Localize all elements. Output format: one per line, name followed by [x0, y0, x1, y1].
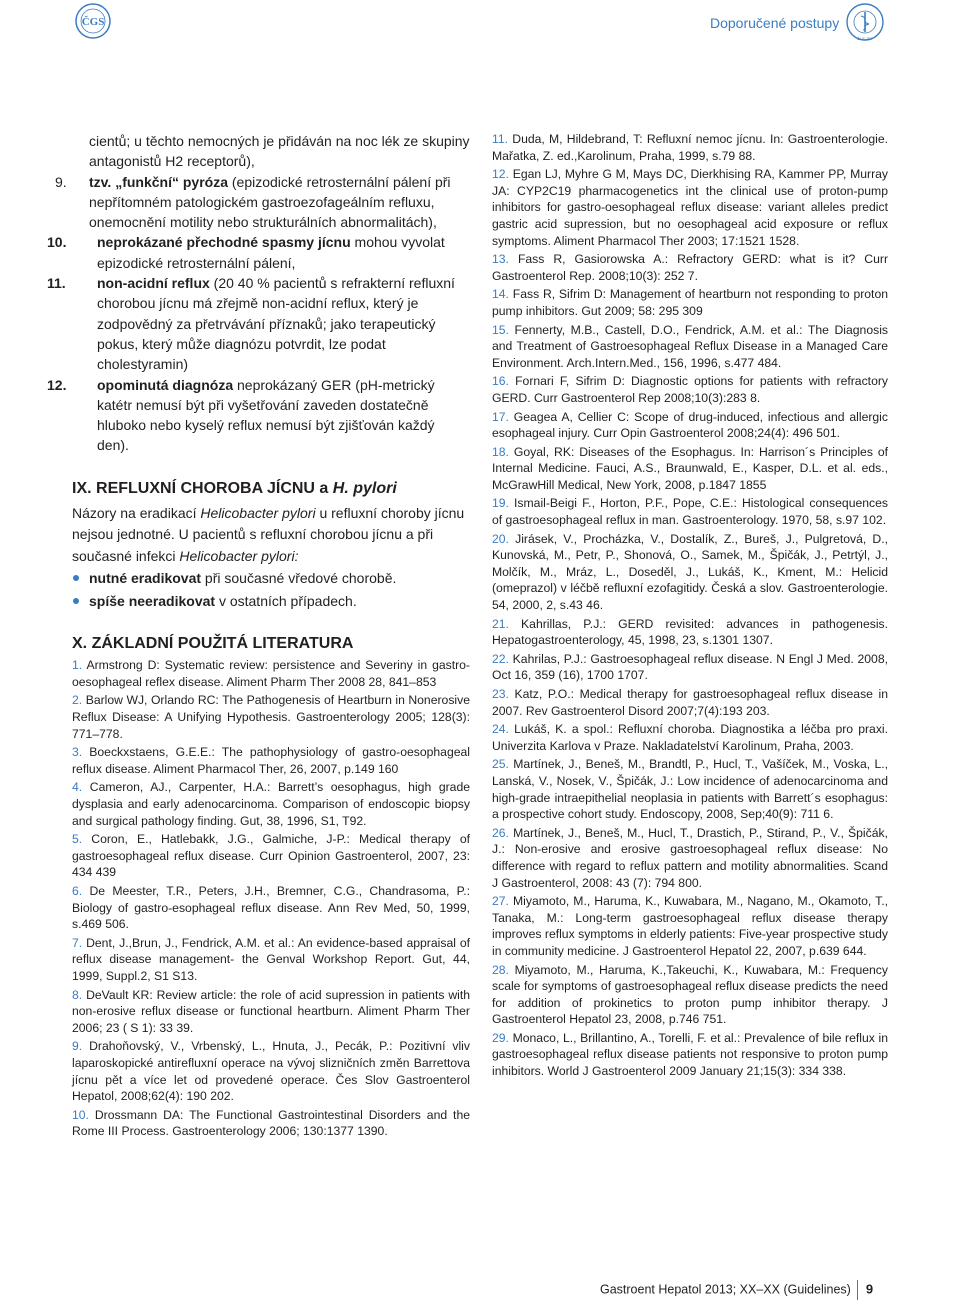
bullet-text: v ostatních případech. [215, 593, 357, 610]
page-footer [600, 1280, 873, 1300]
reference-text: Fass R, Gasiorowska A.: Refractory GERD: what is it? Curr Gastroenterol Rep. 2008;10(3): 252 7. [492, 252, 889, 283]
reference-number: 14. [492, 287, 509, 302]
item-lead: opominutá diagnóza [97, 376, 234, 393]
reference-number: 5. [72, 832, 83, 847]
reference-item [492, 166, 888, 249]
reference-text: Lukáš, K. a spol.: Refluxní choroba. Diagnostika a léčba pro praxi. Univerzita Karlova v Praze. Nakladatelství Karolinum, Praha, 2003. [492, 722, 889, 753]
bullet-item [72, 567, 470, 590]
reference-number: 19. [492, 496, 509, 511]
reference-text: Coron, E., Hatlebakk, J.G., Galmiche, J-P.: Medical therapy of gastroesophageal reflux disease. Curr Opinion Gastroenterol, 2007, 23: 434 439 [72, 832, 470, 880]
reference-text: Kahrilas, P.J.: Gastroesophageal reflux disease. N Engl J Med. 2008, Oct 16, 359 (16), 1700 1707. [492, 651, 888, 683]
reference-number: 6. [72, 883, 83, 898]
reference-number: 26. [492, 825, 509, 840]
reference-item [492, 825, 888, 891]
heading-italic: H. pylori [332, 479, 397, 497]
list-item-continuation [72, 131, 470, 172]
reference-text: Dent, J.,Brun, J., Fendrick, A.M. et al.: An evidence-based appraisal of reflux disease management- the Genval Workshop Report. Gut, 44, 1999, Suppl.2, S1 S13. [72, 935, 471, 983]
list-item-9 [55, 172, 470, 233]
left-column [47, 131, 471, 1142]
reference-item [492, 373, 888, 406]
item-lead: tzv. „funkční“ pyróza [89, 173, 228, 190]
reference-number: 11. [492, 132, 509, 146]
reference-item [492, 131, 888, 164]
reference-text: Barlow WJ, Orlando RC: The Pathogenesis of Heartburn in Nonerosive Reflux Disease: A Unifying Hypothesis. Gastroenterology 2005; 128(3): 771–778. [72, 693, 470, 741]
reference-item [492, 721, 888, 754]
reference-text: Martínek, J., Beneš, M., Hucl, T., Drastich, P., Stirand, P., V., Špičák, J.: Non-erosive and erosive gastroesophageal reflux disease: No difference with regard to reflux pattern and motility abnormalities. Scand J Gastroenterol, 2008: 43 (7): 794 800. [492, 825, 888, 890]
bullet-bold: spíše neeradikovat [89, 593, 216, 610]
reference-item [72, 1038, 470, 1104]
list-item-10 [47, 232, 470, 273]
page-number: 9 [865, 1281, 874, 1297]
reference-number: 8. [72, 987, 83, 1002]
reference-number: 2. [72, 693, 83, 708]
reference-text: DeVault KR: Review article: the role of acid supression in patients with non-erosive reflux disease or functional heartburn. Aliment Pharm Ther 2006; 23 ( S 1): 33 39. [72, 987, 470, 1035]
reference-number: 25. [492, 757, 509, 772]
page-header [0, 0, 960, 45]
heading-text: IX. REFLUXNÍ CHOROBA JÍCNU a [72, 479, 333, 497]
reference-text: Fass R, Sifrim D: Management of heartburn not responding to proton pump inhibitors. Gut 2009; 58: 295 309 [492, 287, 889, 318]
item-text: (20 40 % pacientů s refrakterní refluxní chorobou jícnu má zřejmě non-acidní reflux, který je zodpovědný za přetrvávání příznaků; jako terapeutický pokus, který může diagnózu potvrdit, lze podat cholestyramin) [97, 275, 455, 373]
bullet-dot-icon [73, 598, 79, 604]
reference-list-left [72, 657, 470, 1140]
reference-item [72, 1107, 470, 1140]
item-number: 10. [47, 234, 67, 251]
reference-item [492, 893, 888, 959]
right-column [492, 131, 888, 1082]
reference-number: 12. [492, 167, 509, 182]
cls-jep-logo-icon [843, 2, 887, 42]
list-item-12 [47, 375, 470, 456]
reference-text: Fornari F, Sifrim D: Diagnostic options for patients with refractory GERD. Curr Gastroenterol Rep 2008;10(3):283 8. [492, 374, 888, 405]
section-label: Doporučené postupy [710, 15, 840, 31]
reference-text: Miyamoto, M., Haruma, K.,Takeuchi, K., Kuwabara, M.: Frequency scale for symptoms of gastroesophageal reflux disease predicts the need for addition of prokinetics to proton pump inhibitor therapy. J Gastroenterol Hepatol 23, 2008, p.746 751. [492, 962, 888, 1027]
reference-text: De Meester, T.R., Peters, J.H., Bremner, C.G., Chandrasoma, P.: Biology of gastro-esophageal reflux disease. Ann Rev Med, 50, 1999, s.469 506. [72, 883, 470, 932]
reference-number: 13. [492, 252, 509, 267]
reference-number: 28. [492, 962, 509, 977]
list-item-11 [47, 273, 470, 374]
reference-number: 16. [492, 374, 509, 389]
reference-text: Boeckxstaens, G.E.E.: The pathophysiology of gastro-oesophageal reflux disease. Aliment Pharmacol Ther, 26, 2007, p.149 160 [72, 745, 470, 776]
cgs-logo-text: ČGS [81, 16, 105, 28]
footer-divider [857, 1280, 858, 1300]
reference-item [492, 322, 888, 372]
reference-item [72, 831, 470, 881]
reference-number: 18. [492, 444, 509, 459]
cls-jep-logo-text: ČLS JEP [856, 36, 874, 41]
reference-text: Duda, M, Hildebrand, T: Refluxní nemoc jícnu. In: Gastroenterologie. Mařatka, Z. ed.,Karolinum, Praha, 1999, s.79 88. [492, 132, 888, 163]
item-text: (epizodické retrosternální pálení při nepřítomném patologickém gastroezofageálním refluxu, onemocnění motility nebo strukturálních abnormalitách), [89, 173, 451, 231]
reference-item [72, 935, 470, 985]
reference-number: 3. [72, 745, 83, 760]
reference-item [492, 651, 888, 684]
reference-text: Drahoňovský, V., Vrbenský, L., Hnuta, J., Pecák, P.: Pozitivní vliv laparoskopické antirefluxní operace na vývoj slizničních změn Barrettova jícnu pět a více let od provedené operace. Čes Slov Gastroenterol Hepatol, 2008;62(4): 190 202. [72, 1039, 470, 1104]
reference-item [492, 686, 888, 719]
reference-number: 1. [72, 658, 83, 673]
reference-number: 29. [492, 1030, 509, 1045]
reference-text: Jirásek, V., Procházka, V., Dostalík, Z., Bureš, J., Pulgretová, D., Kunovská, M., Petr, P., Shonová, O., Samek, M., Špičák, J., Petrtýl, J., Molčík, M., Mráz, L., Doseděl, J., Lukáš, K., Kment, M.: Helicid (omeprazol) v léčbě refluxní ezofagitidy. Česká a slov. Gastroenterologie. 54, 2000, 2, s.43 46. [492, 531, 889, 613]
reference-number: 22. [492, 651, 509, 666]
reference-text: Drossmann DA: The Functional Gastrointestinal Disorders and the Rome III Process. Gastroenterology 2006; 130:1377 1390. [72, 1107, 470, 1139]
reference-text: Monaco, L., Brillantino, A., Torelli, F. et al.: Prevalence of bile reflux in gastroesophageal reflux disease patients not responsive to proton pump inhibitors. World J Gastroenterol 2009 January 21;15(3): 334 338. [492, 1030, 888, 1079]
reference-text: Miyamoto, M., Haruma, K., Kuwabara, M., Nagano, M., Okamoto, T., Tanaka, M.: Long-term gastroesophageal reflux disease therapy improves reflux symptoms in elderly patients: Five-year prospective study in community medicine. J Gastroenterol Hepatol 22, 2007, p.639 644. [492, 894, 888, 958]
reference-number: 10. [72, 1107, 89, 1122]
reference-text: Fennerty, M.B., Castell, D.O., Fendrick, A.M. et al.: The Diagnosis and Treatment of Gastroesophageal Reflux Disease in a Managed Care Environment. Arch.Intern.Med., 156, 1996, s.477 484. [492, 322, 888, 370]
reference-number: 17. [492, 409, 509, 424]
reference-item [72, 883, 470, 933]
reference-text: Katz, P.O.: Medical therapy for gastroesophageal reflux disease in 2007. Rev Gastroenterol Disord 2007;7(4):193 203. [492, 687, 888, 718]
reference-text: Martínek, J., Beneš, M., Brandtl, P., Hucl, T., Vašíček, M., Voska, L., Lanská, V., Nosek, V., Špičák, J.: Low incidence of adenocarcinoma and high-grade intraepithelial neoplasia in patients with Barrett´s esophagus: a prospective cohort study. Endoscopy, 2008, Sep;40(9): 711 6. [492, 757, 888, 822]
reference-item [72, 692, 470, 742]
reference-number: 24. [492, 722, 509, 737]
para-italic: Helicobacter pylori [200, 504, 316, 521]
reference-item [492, 495, 888, 528]
reference-number: 4. [72, 780, 83, 795]
reference-item [72, 744, 470, 777]
reference-text: Geagea A, Cellier C: Scope of drug-induced, infectious and allergic esophageal injury. Curr Opin Gastroenterol 2008;24(4): 496 501. [492, 409, 888, 441]
reference-text: Kahrillas, P.J.: GERD revisited: advances in pathogenesis. Hepatogastroenterology, 45, 1998, 23, s.1301 1307. [492, 616, 889, 648]
bullet-bold: nutné eradikovat [89, 570, 202, 587]
reference-text: Egan LJ, Myhre G M, Mays DC, Dierkhising RA, Kammer PP, Murray JA: CYP2C19 pharmacogenetics int the clinical use of proton-pump inhibitors for gastro-oesophageal reflux disease: variant alleles predict gastric acid supression, but no oesophageal acid exposure or reflux symptoms. Aliment Pharmacol Ther 2003; 17:1521 1528. [492, 167, 889, 248]
reference-number: 20. [492, 531, 509, 546]
item-lead: neprokázané přechodné spasmy jícnu [97, 234, 351, 251]
reference-number: 21. [492, 616, 509, 631]
para-text: Názory na eradikací [72, 504, 201, 521]
item-text: mohou vyvolat epizodické retrosternální pálení, [97, 234, 445, 271]
reference-item [72, 657, 470, 690]
item-lead: non-acidní reflux [97, 275, 210, 292]
journal-citation: Gastroent Hepatol 2013; XX–XX (Guidelines) [600, 1282, 851, 1297]
item-text: neprokázaný GER (pH-metrický katétr nemusí být při vyšetřování zaveden dostatečně hluboko nebo kyselý reflux nemusí být zjišťován každý den). [97, 376, 435, 454]
para-italic: Helicobacter pylori: [179, 547, 299, 564]
reference-text: Armstrong D: Systematic review: persistence and Severiny in gastro-oesophageal reflex disease. Aliment Pharm Ther 2008 28, 841–853 [72, 658, 470, 689]
reference-text: Ismail-Beigi F., Horton, P.F., Pope, C.E.: Histological consequences of gastroesophageal reflux in man. Gastroenterology. 1970, 58, s.97 102. [492, 496, 888, 528]
section-heading-x: X. ZÁKLADNÍ POUŽITÁ LITERATURA [72, 635, 354, 653]
item-number: 9. [55, 173, 67, 190]
reference-item [492, 756, 888, 822]
reference-item [492, 1030, 888, 1080]
continuation-text: cientů; u těchto nemocných je přidáván na noc lék ze skupiny antagonistů H2 receptorů), [89, 133, 470, 170]
reference-text: Goyal, RK: Diseases of the Esophagus. In: Harrison´s Principles of Internal Medicine. Fauci, A.S., Braunwald, E., Kasper, D.L. et al. eds., McGrawHill Medical, New York, 2008, p.1847 1855 [492, 444, 888, 492]
reference-item [72, 987, 470, 1037]
reference-item [492, 531, 888, 614]
reference-list-right [492, 131, 888, 1080]
reference-item [492, 251, 888, 284]
cgs-logo-icon [74, 2, 112, 40]
reference-item [492, 444, 888, 494]
item-number: 12. [47, 376, 67, 393]
reference-number: 23. [492, 687, 509, 701]
bullet-text: při současné vředové chorobě. [201, 570, 397, 587]
reference-text: Cameron, AJ., Carpenter, H.A.: Barrett’s oesophagus, high grade dysplasia and early adenocarcinoma. Comparison of endoscopic biopsy and surgical pathology finding. Gut, 38, 1996, S1, T92. [72, 780, 470, 828]
bullet-list [72, 567, 470, 613]
reference-item [492, 616, 888, 649]
reference-item [492, 962, 888, 1028]
reference-item [492, 409, 888, 442]
reference-number: 9. [72, 1039, 83, 1054]
reference-number: 7. [72, 935, 83, 950]
bullet-dot-icon [73, 575, 79, 581]
reference-item [492, 286, 888, 319]
reference-number: 15. [492, 322, 509, 337]
bullet-item [72, 590, 470, 613]
reference-number: 27. [492, 894, 509, 909]
reference-item [72, 779, 470, 829]
item-number: 11. [47, 275, 66, 292]
paragraph [72, 503, 470, 568]
para-text: u refluxní choroby jícnu nejsou jednotné. U pacientů s refluxní chorobou jícnu a při současné infekci [72, 504, 465, 564]
section-heading-ix [72, 478, 470, 500]
